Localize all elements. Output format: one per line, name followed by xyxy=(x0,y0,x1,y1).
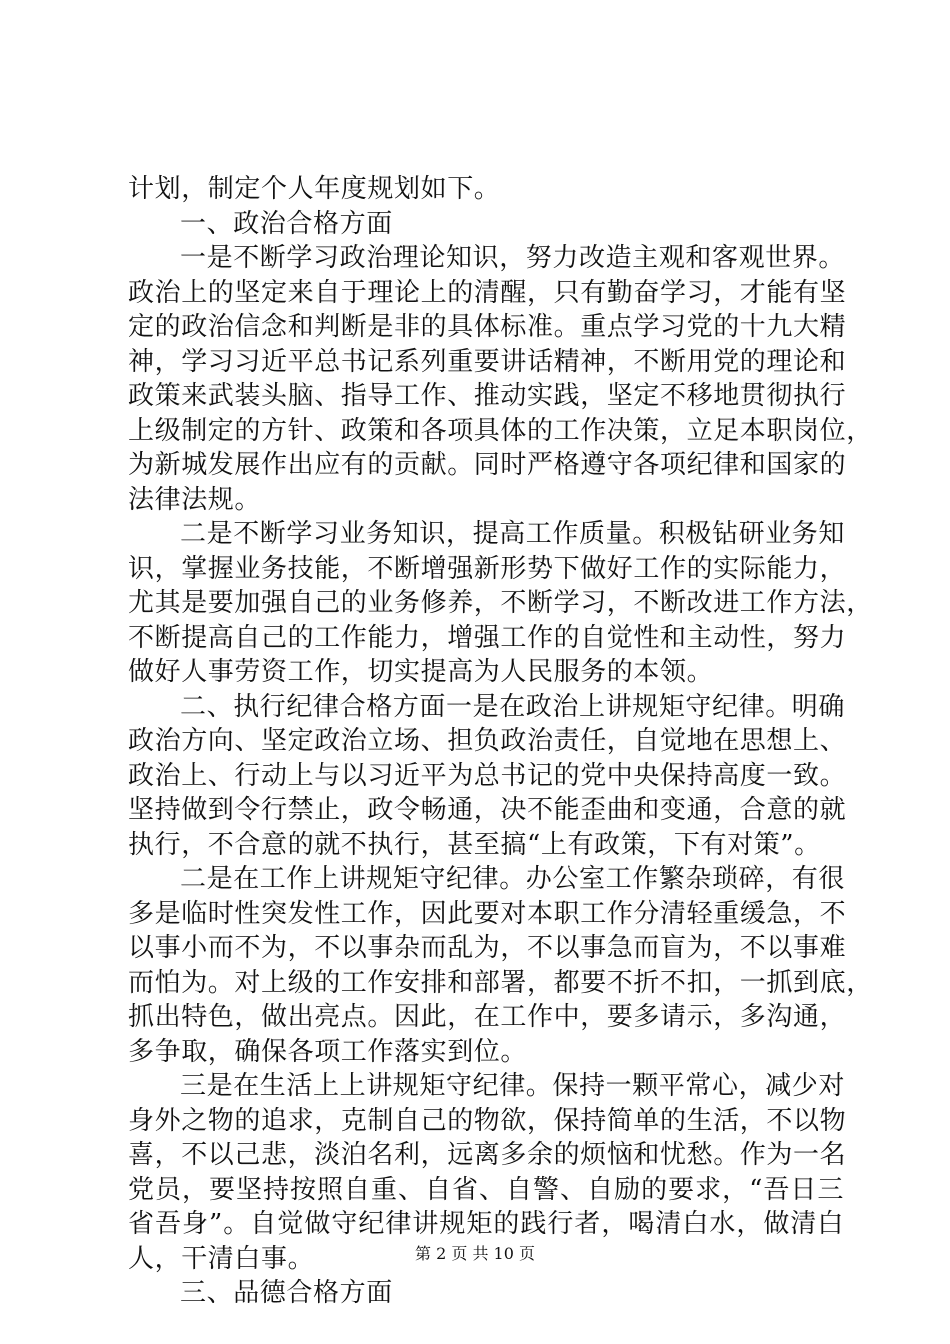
text-line: 人，干清白事。 xyxy=(128,1243,315,1274)
text-line: 执行，不合意的就不执行，甚至搞“上有政策，下有对策”。 xyxy=(128,829,821,860)
text-line: 抓出特色，做出亮点。因此，在工作中，要多请示，多沟通， xyxy=(128,1002,847,1032)
text-line: 不断提高自己的工作能力，增强工作的自觉性和主动性，努力 xyxy=(128,622,847,653)
text-line: 计划，制定个人年度规划如下。 xyxy=(128,174,501,204)
text-line: 而怕为。对上级的工作安排和部署，都要不折不扣，一抓到底， xyxy=(128,967,873,998)
text-line: 神，学习习近平总书记系列重要讲话精神，不断用党的理论和 xyxy=(128,346,847,377)
text-line: 二是在工作上讲规矩守纪律。办公室工作繁杂琐碎，有很 xyxy=(180,864,846,894)
text-line: 做好人事劳资工作，切实提高为人民服务的本领。 xyxy=(128,657,714,687)
text-line: 为新城发展作出应有的贡献。同时严格遵守各项纪律和国家的 xyxy=(128,450,847,480)
text-line: 三、品德合格方面 xyxy=(180,1278,393,1308)
document-body xyxy=(128,172,873,1311)
text-line: 法律法规。 xyxy=(128,484,262,515)
text-line: 三是在生活上上讲规矩守纪律。保持一颗平常心，减少对 xyxy=(180,1071,846,1101)
text-line: 识，掌握业务技能，不断增强新形势下做好工作的实际能力， xyxy=(128,553,847,584)
text-line: 政策来武装头脑、指导工作、推动实践，坚定不移地贯彻执行 xyxy=(128,381,847,411)
text-line: 政治方向、坚定政治立场、担负政治责任，自觉地在思想上、 xyxy=(128,726,847,756)
text-line: 党员，要坚持按照自重、自省、自警、自励的要求，“吾日三 xyxy=(128,1174,844,1205)
text-line: 身外之物的追求，克制自己的物欲，保持简单的生活，不以物 xyxy=(128,1105,847,1136)
text-line: 上级制定的方针、政策和各项具体的工作决策，立足本职岗位， xyxy=(128,415,873,446)
text-line: 政治上的坚定来自于理论上的清醒，只有勤奋学习，才能有坚 xyxy=(128,277,847,308)
text-line: 多争取，确保各项工作落实到位。 xyxy=(128,1036,528,1067)
text-line: 二、执行纪律合格方面一是在政治上讲规矩守纪律。明确 xyxy=(180,691,846,722)
text-line: 定的政治信念和判断是非的具体标准。重点学习党的十九大精 xyxy=(128,312,847,342)
text-line: 一、政治合格方面 xyxy=(180,208,393,239)
text-line: 坚持做到令行禁止，政令畅通，决不能歪曲和变通，合意的就 xyxy=(128,795,847,825)
text-line: 政治上、行动上与以习近平为总书记的党中央保持高度一致。 xyxy=(128,760,847,791)
text-line: 尤其是要加强自己的业务修养，不断学习，不断改进工作方法， xyxy=(128,588,873,618)
text-line: 二是不断学习业务知识，提高工作质量。积极钻研业务知 xyxy=(180,519,846,549)
text-line: 多是临时性突发性工作，因此要对本职工作分清轻重缓急，不 xyxy=(128,898,847,929)
page-footer xyxy=(0,1244,950,1264)
text-line: 一是不断学习政治理论知识，努力改造主观和客观世界。 xyxy=(180,243,846,273)
text-line: 以事小而不为，不以事杂而乱为，不以事急而盲为，不以事难 xyxy=(128,933,847,963)
text-line: 喜，不以己悲，淡泊名利，远离多余的烦恼和忧愁。作为一名 xyxy=(128,1140,847,1170)
page-number-label: 第 2 页 共 10 页 xyxy=(415,1244,535,1263)
text-line: 省吾身”。自觉做守纪律讲规矩的践行者，喝清白水，做清白 xyxy=(128,1209,844,1239)
